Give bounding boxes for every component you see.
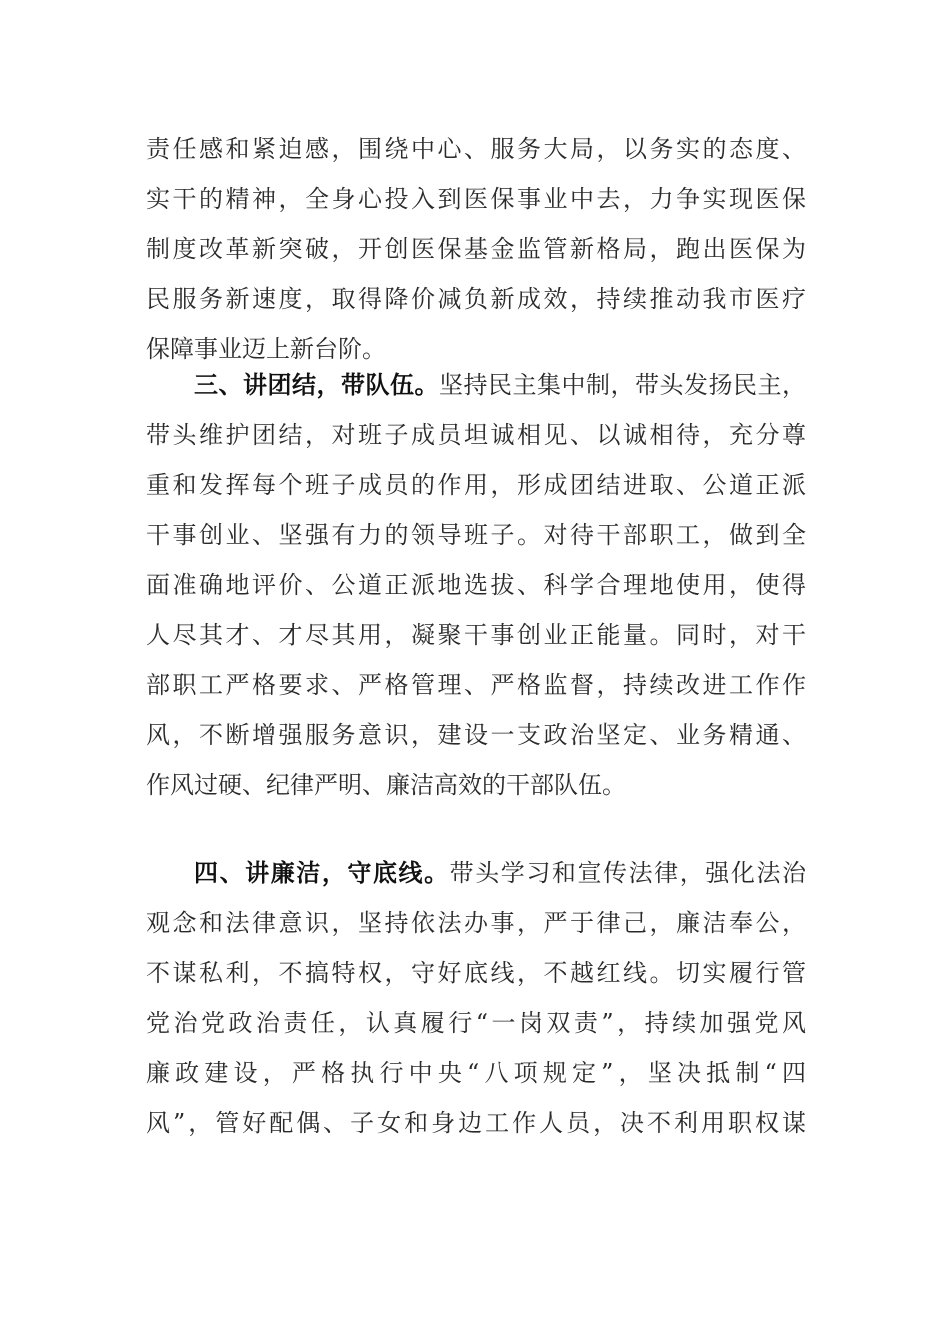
text-line: 责任感和紧迫感，围绕中心、服务大局，以务实的态度、 bbox=[146, 135, 806, 163]
text-line: 廉政建设，严格执行中央“八项规定”，坚决抵制“四 bbox=[146, 1059, 806, 1087]
text-line: 干事创业、坚强有力的领导班子。对待干部职工，做到全 bbox=[146, 521, 806, 549]
paragraph-integrity bbox=[146, 848, 806, 1148]
text-line: 实干的精神，全身心投入到医保事业中去，力争实现医保 bbox=[146, 185, 806, 213]
paragraph-continuation bbox=[146, 124, 806, 374]
text-line: 不谋私利，不搞特权，守好底线，不越红线。切实履行管 bbox=[146, 959, 806, 987]
text-line: 制度改革新突破，开创医保基金监管新格局，跑出医保为 bbox=[146, 235, 806, 263]
text-line: 风”，管好配偶、子女和身边工作人员，决不利用职权谋 bbox=[146, 1109, 806, 1137]
text-line: 面准确地评价、公道正派地选拔、科学合理地使用，使得 bbox=[146, 571, 806, 599]
text-line: 保障事业迈上新台阶。 bbox=[146, 335, 386, 363]
section-heading: 四、讲廉洁，守底线。 bbox=[194, 859, 450, 887]
text-line: 党治党政治责任，认真履行“一岗双责”，持续加强党风 bbox=[146, 1009, 806, 1037]
text-line: 带头维护团结，对班子成员坦诚相见、以诚相待，充分尊 bbox=[146, 421, 806, 449]
text-line: 风，不断增强服务意识，建设一支政治坚定、业务精通、 bbox=[146, 721, 806, 749]
text-line: 民服务新速度，取得降价减负新成效，持续推动我市医疗 bbox=[146, 285, 806, 313]
section-heading: 三、讲团结，带队伍。 bbox=[194, 371, 439, 399]
text-line: 重和发挥每个班子成员的作用，形成团结进取、公道正派 bbox=[146, 471, 806, 499]
text-run: 带头学习和宣传法律，强化法治 bbox=[449, 859, 807, 887]
text-line: 作风过硬、纪律严明、廉洁高效的干部队伍。 bbox=[146, 771, 626, 799]
text-line: 观念和法律意识，坚持依法办事，严于律己，廉洁奉公， bbox=[146, 909, 806, 937]
text-line: 部职工严格要求、严格管理、严格监督，持续改进工作作 bbox=[146, 671, 806, 699]
text-run: 坚持民主集中制，带头发扬民主， bbox=[439, 371, 806, 399]
text-line: 人尽其才、才尽其用，凝聚干事创业正能量。同时，对干 bbox=[146, 621, 806, 649]
paragraph-first-line bbox=[146, 360, 806, 410]
paragraph-first-line bbox=[146, 848, 806, 898]
paragraph-unity bbox=[146, 360, 806, 810]
